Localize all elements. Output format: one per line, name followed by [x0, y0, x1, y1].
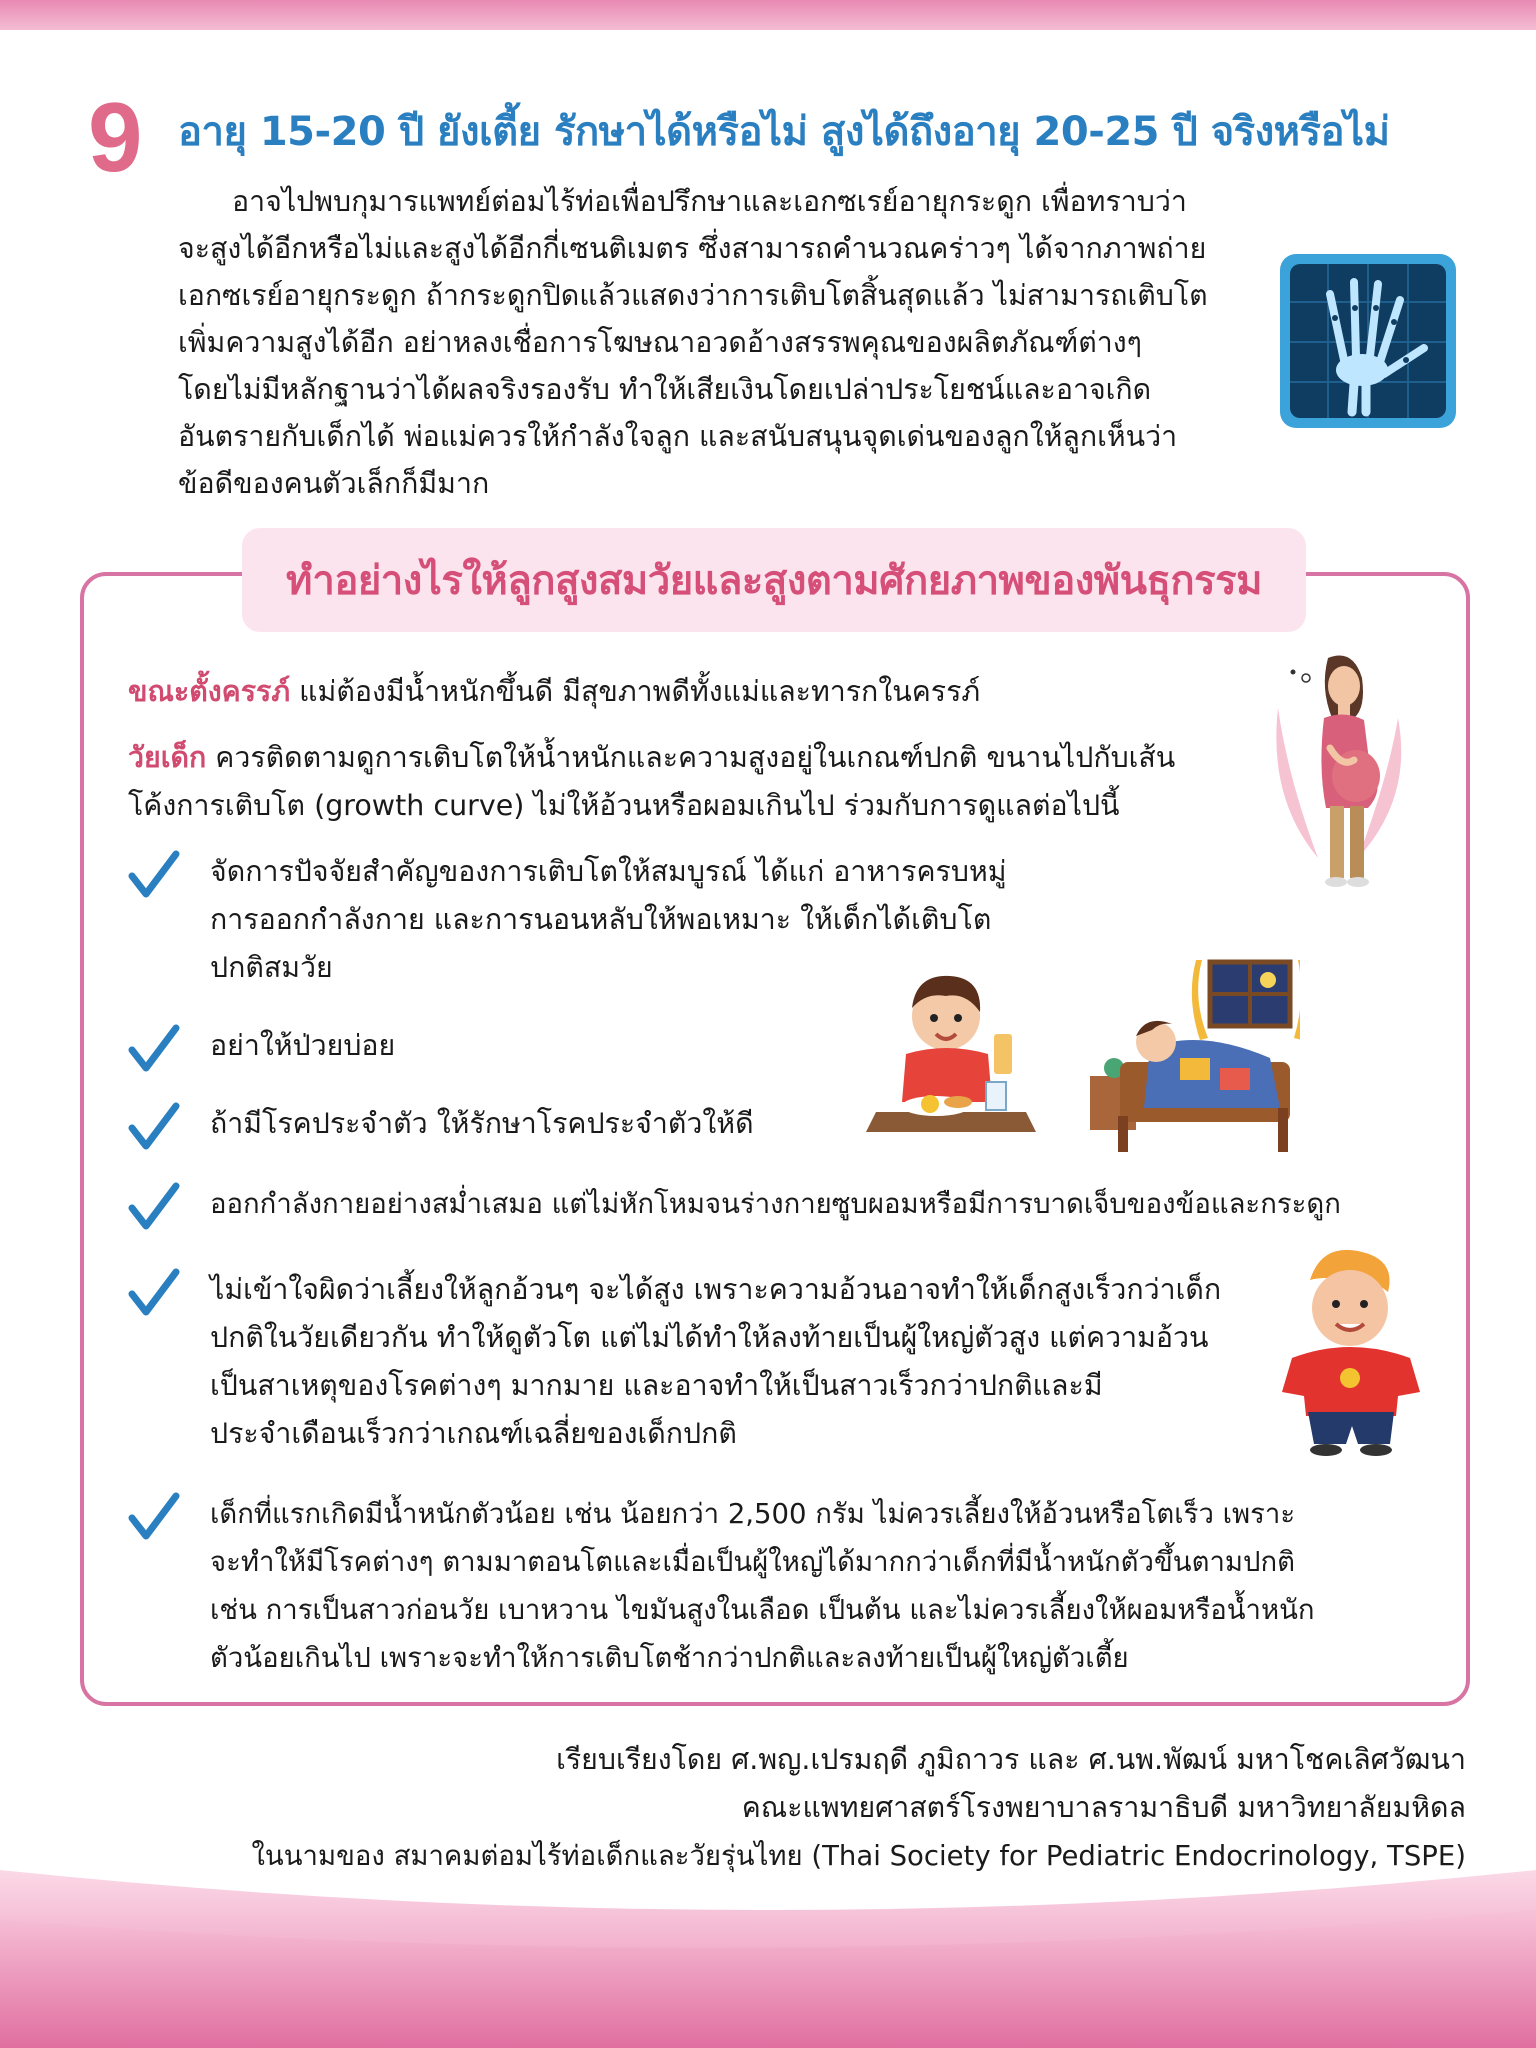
pregnancy-paragraph	[128, 668, 980, 716]
childhood-paragraph	[128, 734, 1175, 830]
answer-line: อาจไปพบกุมารแพทย์ต่อมไร้ท่อเพื่อปรึกษาและเอกซเรย์อายุกระดูก เพื่อทราบว่า	[232, 185, 1187, 218]
childhood-keyword: วัยเด็ก	[128, 741, 207, 774]
bottom-decorative-band	[0, 1860, 1536, 2048]
check-icon	[128, 1102, 180, 1152]
answer-line: จะสูงได้อีกหรือไม่และสูงได้อีกกี่เซนติเมตร ซึ่งสามารถคำนวณคร่าวๆ ได้จากภาพถ่าย	[178, 232, 1207, 265]
childhood-text: โค้งการเติบโต (growth curve) ไม่ให้อ้วนหรือผอมเกินไป ร่วมกับการดูแลต่อไปนี้	[128, 789, 1120, 822]
checklist-text: ถ้ามีโรคประจำตัว ให้รักษาโรคประจำตัวให้ดี	[210, 1107, 754, 1140]
checklist-text: ตัวน้อยเกินไป เพราะจะทำให้การเติบโตช้ากว่าปกติและลงท้ายเป็นผู้ใหญ่ตัวเตี้ย	[210, 1642, 1129, 1674]
credit-society: ในนามของ สมาคมต่อมไร้ท่อเด็กและวัยรุ่นไทย (Thai Society for Pediatric Endocrinology, TSPE)	[251, 1840, 1466, 1872]
child-sleeping-illustration	[1090, 958, 1300, 1158]
credit-institution: คณะแพทยศาสตร์โรงพยาบาลรามาธิบดี มหาวิทยาลัยมหิดล	[741, 1791, 1466, 1824]
checklist-text: ประจำเดือนเร็วกว่าเกณฑ์เฉลี่ยของเด็กปกติ	[210, 1417, 737, 1450]
childhood-text: ควรติดตามดูการเติบโตให้น้ำหนักและความสูงอยู่ในเกณฑ์ปกติ ขนานไปกับเส้น	[206, 741, 1176, 774]
pregnancy-text: แม่ต้องมีน้ำหนักขึ้นดี มีสุขภาพดีทั้งแม่และทารกในครรภ์	[290, 675, 981, 708]
check-icon	[128, 1024, 180, 1074]
checklist-text: ปกติในวัยเดียวกัน ทำให้ดูตัวโต แต่ไม่ได้ทำให้ลงท้ายเป็นผู้ใหญ่ตัวสูง แต่ความอ้วน	[210, 1321, 1209, 1354]
chubby-boy-illustration	[1270, 1246, 1436, 1460]
checklist-text: จะทำให้มีโรคต่างๆ ตามมาตอนโตและเมื่อเป็นผู้ใหญ่ได้มากกว่าเด็กที่มีน้ำหนักตัวขึ้นตามปกติ	[210, 1546, 1295, 1578]
question-title: อายุ 15-20 ปี ยังเตี้ย รักษาได้หรือไม่ สูงได้ถึงอายุ 20-25 ปี จริงหรือไม่	[178, 109, 1390, 155]
checklist-text: ไม่เข้าใจผิดว่าเลี้ยงให้ลูกอ้วนๆ จะได้สูง เพราะความอ้วนอาจทำให้เด็กสูงเร็วกว่าเด็ก	[210, 1273, 1222, 1306]
checklist-text: เด็กที่แรกเกิดมีน้ำหนักตัวน้อย เช่น น้อยกว่า 2,500 กรัม ไม่ควรเลี้ยงให้อ้วนหรือโตเร็ว เพราะ	[210, 1498, 1296, 1530]
question-number: 9	[88, 82, 143, 192]
check-icon	[128, 1492, 180, 1542]
answer-line: เอกซเรย์อายุกระดูก ถ้ากระดูกปิดแล้วแสดงว่าการเติบโตสิ้นสุดแล้ว ไม่สามารถเติบโต	[178, 279, 1208, 312]
answer-line: อันตรายกับเด็กได้ พ่อแม่ควรให้กำลังใจลูก และสนับสนุนจุดเด่นของลูกให้ลูกเห็นว่า	[178, 420, 1178, 453]
checklist-text: การออกกำลังกาย และการนอนหลับให้พอเหมาะ ให้เด็กได้เติบโต	[210, 903, 992, 936]
checklist-text: เป็นสาเหตุของโรคต่างๆ มากมาย และอาจทำให้เป็นสาวเร็วกว่าปกติและมี	[210, 1369, 1103, 1402]
check-icon	[128, 1182, 180, 1232]
boy-eating-illustration	[866, 962, 1042, 1142]
answer-line: ข้อดีของคนตัวเล็กก็มีมาก	[178, 467, 490, 500]
top-decorative-band	[0, 0, 1536, 30]
checklist-text: จัดการปัจจัยสำคัญของการเติบโตให้สมบูรณ์ ได้แก่ อาหารครบหมู่	[210, 855, 1007, 888]
checklist-text: ปกติสมวัย	[210, 951, 333, 984]
panel-header	[242, 528, 1306, 632]
check-icon	[128, 850, 180, 900]
check-icon	[128, 1268, 180, 1318]
checklist-text: ออกกำลังกายอย่างสม่ำเสมอ แต่ไม่หักโหมจนร่างกายซูบผอมหรือมีการบาดเจ็บของข้อและกระดูก	[210, 1188, 1341, 1220]
checklist-text: เช่น การเป็นสาวก่อนวัย เบาหวาน ไขมันสูงในเลือด เป็นต้น และไม่ควรเลี้ยงให้ผอมหรือน้ำหนัก	[210, 1594, 1315, 1626]
xray-hand-icon	[1278, 252, 1458, 430]
answer-line: เพิ่มความสูงได้อีก อย่าหลงเชื่อการโฆษณาอวดอ้างสรรพคุณของผลิตภัณฑ์ต่างๆ	[178, 326, 1142, 359]
answer-line: โดยไม่มีหลักฐานว่าได้ผลจริงรองรับ ทำให้เสียเงินโดยเปล่าประโยชน์และอาจเกิด	[178, 373, 1152, 406]
credit-authors: เรียบเรียงโดย ศ.พญ.เปรมฤดี ภูมิถาวร และ ศ.นพ.พัฒน์ มหาโชคเลิศวัฒนา	[556, 1743, 1466, 1776]
checklist-text: อย่าให้ป่วยบ่อย	[210, 1029, 396, 1062]
pregnant-woman-illustration	[1258, 648, 1418, 898]
pregnancy-keyword: ขณะตั้งครรภ์	[128, 675, 291, 708]
question-answer	[178, 178, 1238, 507]
panel-title: ทำอย่างไรให้ลูกสูงสมวัยและสูงตามศักยภาพของพันธุกรรม	[286, 558, 1262, 604]
